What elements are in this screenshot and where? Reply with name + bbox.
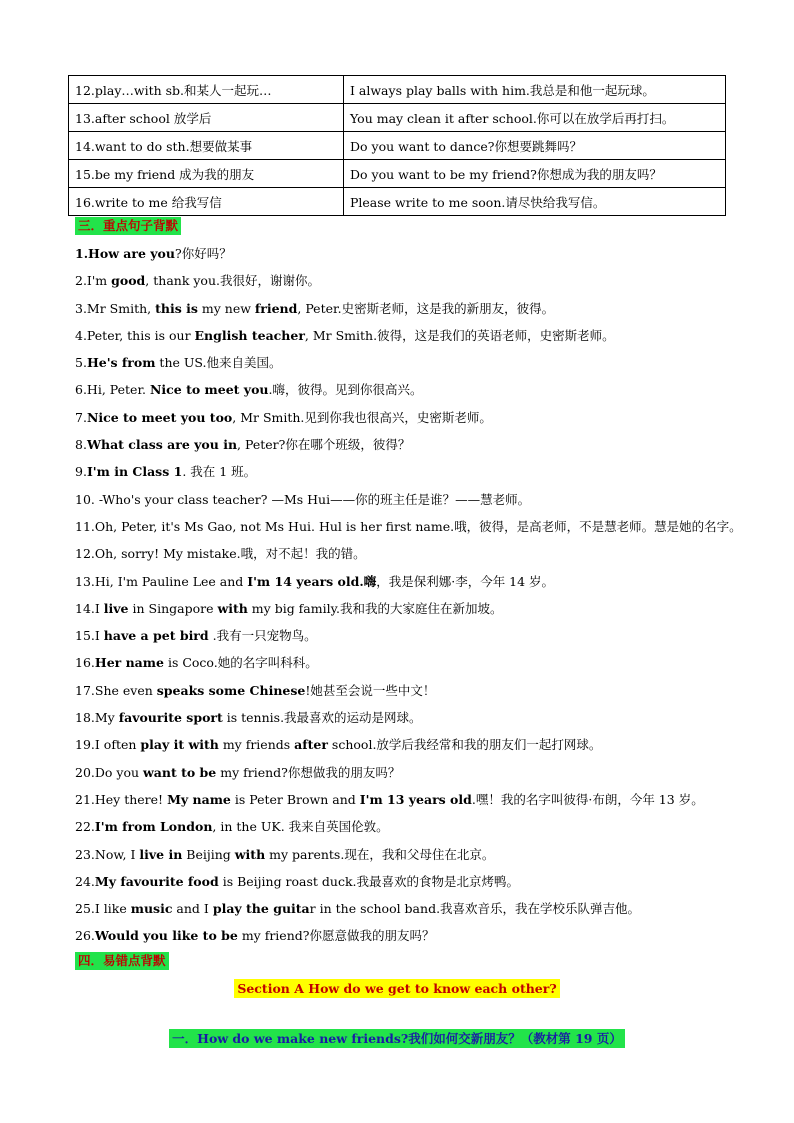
table-row <box>69 188 726 216</box>
sentence-line <box>75 868 775 895</box>
key-phrase: good <box>111 273 146 289</box>
sentence-text: 11.Oh, Peter, it's Ms Gao, not Ms Hui. Hul is her first name.哦，彼得，是高老师，不是慧老师。慧是她的名字。 <box>75 518 742 534</box>
sentence-text: my friends <box>218 737 295 753</box>
sentence-text: is Beijing roast duck.我最喜欢的食物是北京烤鸭。 <box>218 873 520 889</box>
sentence-text: .嗨，彼得。见到你很高兴。 <box>268 382 423 398</box>
sentence-text: my friend?你想做我的朋友吗？ <box>216 764 401 780</box>
sentence-text: 24. <box>75 873 95 889</box>
sentence-text: r in the school band.我喜欢音乐，我在学校乐队弹吉他。 <box>309 901 641 917</box>
sentence-line <box>75 759 775 786</box>
table-row <box>69 160 726 188</box>
sentence-line <box>75 295 775 322</box>
key-phrase: speaks some Chinese <box>156 682 306 698</box>
sentence-text: , Peter?你在哪个班级，彼得？ <box>237 437 411 453</box>
sentence-text: , Mr Smith.彼得，这是我们的英语老师，史密斯老师。 <box>304 327 615 343</box>
sentence-text: 12.Oh, sorry! My mistake.哦，对不起！我的错。 <box>75 546 366 562</box>
subsection-title-wrap <box>0 1028 794 1047</box>
sentence-text: 18.My <box>75 710 119 726</box>
sentence-text: !她甚至会说一些中文！ <box>305 682 436 698</box>
sentence-text: 3.Mr Smith, <box>75 300 156 316</box>
key-phrase: friend <box>254 300 298 316</box>
sentence-text: 5. <box>75 355 87 371</box>
key-phrase: live <box>103 600 129 616</box>
table-row <box>69 132 726 160</box>
key-phrase: favourite sport <box>118 710 223 726</box>
example-cell: I always play balls with him.我总是和他一起玩球。 <box>344 76 726 104</box>
sentence-text: 13.Hi, I'm Pauline Lee and <box>75 573 248 589</box>
sentence-text: .我有一只宠物鸟。 <box>208 628 317 644</box>
key-phrase: 1.How are you <box>75 246 175 261</box>
key-phrase: Nice to meet you <box>150 382 269 398</box>
sentence-line <box>75 431 775 458</box>
sentence-line <box>75 240 775 267</box>
section-a-title: Section A How do we get to know each other? <box>234 979 559 998</box>
sentence-line <box>75 267 775 294</box>
sentence-line <box>75 322 775 349</box>
key-phrase: Nice to meet you too <box>86 409 233 425</box>
key-phrase: He's from <box>86 355 156 371</box>
sentence-line <box>75 922 775 949</box>
key-phrase: I'm in Class 1 <box>86 464 183 480</box>
sentence-text: 15.I <box>75 628 104 644</box>
key-phrase: I'm 14 years old.嗨 <box>247 573 377 589</box>
vocab-table-body <box>69 76 726 216</box>
sentence-line <box>75 731 775 758</box>
sentence-text: 26. <box>75 928 95 944</box>
sentence-line <box>75 349 775 376</box>
key-phrase: What class are you in <box>86 437 238 453</box>
sentence-text: in Singapore <box>128 600 218 616</box>
key-phrase: play the guita <box>212 901 310 917</box>
key-phrase: My favourite food <box>94 873 219 889</box>
table-row <box>69 76 726 104</box>
sentence-line <box>75 841 775 868</box>
sentence-text: is Peter Brown and <box>230 791 360 807</box>
sentence-text: 9. <box>75 464 87 480</box>
sentence-line <box>75 704 775 731</box>
sentence-line <box>75 376 775 403</box>
sentence-text: 19.I often <box>75 737 141 753</box>
sentence-text: 7. <box>75 409 87 425</box>
sentence-text: 2.I'm <box>75 273 112 289</box>
sentence-text: .嘿！我的名字叫彼得·布朗，今年 13 岁。 <box>471 791 704 807</box>
sentence-line <box>75 786 775 813</box>
key-phrase: with <box>217 600 248 616</box>
sentence-line <box>75 486 775 513</box>
example-cell: You may clean it after school.你可以在放学后再打扫。 <box>344 104 726 132</box>
sentence-text: ?你好吗？ <box>175 246 232 261</box>
section-3-heading: 三．重点句子背默 <box>75 217 181 235</box>
sentence-text: 23.Now, I <box>75 846 140 862</box>
example-cell: Do you want to be my friend?你想成为我的朋友吗？ <box>344 160 726 188</box>
phrase-cell: 16.write to me 给我写信 <box>69 188 344 216</box>
sentence-text: 14.I <box>75 600 104 616</box>
key-phrase: live in <box>139 846 183 862</box>
sentence-text: , thank you.我很好，谢谢你。 <box>145 273 320 289</box>
sentence-text: and I <box>172 901 213 917</box>
key-sentences-list <box>75 240 775 950</box>
sentence-line <box>75 568 775 595</box>
sentence-line <box>75 622 775 649</box>
sentence-line <box>75 595 775 622</box>
key-phrase: play it with <box>140 737 219 753</box>
phrase-cell: 12.play…with sb.和某人一起玩… <box>69 76 344 104</box>
sentence-text: ，我是保利娜·李，今年 14 岁。 <box>376 573 555 589</box>
key-phrase: want to be <box>143 764 217 780</box>
sentence-text: 10. -Who's your class teacher? —Ms Hui——你的班主任是谁？——慧老师。 <box>75 491 531 507</box>
sentence-text: 25.I like <box>75 901 131 917</box>
key-phrase: have a pet bird <box>103 628 209 644</box>
sentence-text: Beijing <box>182 846 235 862</box>
sentence-text: my big family.我和我的大家庭住在新加坡。 <box>247 600 503 616</box>
vocab-table <box>68 75 726 216</box>
key-phrase: Her name <box>94 655 164 671</box>
sentence-text: . 我在 1 班。 <box>182 464 257 480</box>
sentence-text: 17.She even <box>75 682 157 698</box>
sentence-text: my parents.现在，我和父母住在北京。 <box>265 846 495 862</box>
sentence-line <box>75 540 775 567</box>
sentence-line <box>75 458 775 485</box>
example-cell: Do you want to dance?你想要跳舞吗？ <box>344 132 726 160</box>
sentence-text: is tennis.我最喜欢的运动是网球。 <box>222 710 422 726</box>
sentence-text: 22. <box>75 819 95 835</box>
key-phrase: this is <box>155 300 198 316</box>
key-phrase: Would you like to be <box>94 928 238 944</box>
sentence-line <box>75 895 775 922</box>
sentence-line <box>75 677 775 704</box>
sentence-text: 20.Do you <box>75 764 144 780</box>
sentence-text: 8. <box>75 437 87 453</box>
sentence-text: 6.Hi, Peter. <box>75 382 150 398</box>
sentence-text: 16. <box>75 655 95 671</box>
table-row <box>69 104 726 132</box>
sentence-line <box>75 649 775 676</box>
sentence-text: , Peter.史密斯老师，这是我的新朋友，彼得。 <box>297 300 555 316</box>
phrase-cell: 13.after school 放学后 <box>69 104 344 132</box>
sentence-line <box>75 513 775 540</box>
section-a-title-wrap <box>0 978 794 997</box>
sentence-text: 21.Hey there! <box>75 791 168 807</box>
subsection-title: 一．How do we make new friends?我们如何交新朋友？（教材第 19 页） <box>169 1029 625 1048</box>
sentence-line <box>75 813 775 840</box>
phrase-cell: 15.be my friend 成为我的朋友 <box>69 160 344 188</box>
key-phrase: My name <box>167 791 231 807</box>
sentence-text: 4.Peter, this is our <box>75 327 195 343</box>
key-phrase: English teacher <box>194 327 305 343</box>
key-phrase: I'm 13 years old <box>359 791 472 807</box>
sentence-text: school.放学后我经常和我的朋友们一起打网球。 <box>327 737 602 753</box>
example-cell: Please write to me soon.请尽快给我写信。 <box>344 188 726 216</box>
sentence-line <box>75 404 775 431</box>
section-4-heading: 四．易错点背默 <box>75 952 169 970</box>
key-phrase: I'm from London <box>94 819 213 835</box>
key-phrase: music <box>130 901 173 917</box>
sentence-text: the US.他来自美国。 <box>155 355 282 371</box>
key-phrase: after <box>294 737 328 753</box>
sentence-text: my friend?你愿意做我的朋友吗？ <box>237 928 435 944</box>
phrase-cell: 14.want to do sth.想要做某事 <box>69 132 344 160</box>
sentence-text: , in the UK. 我来自英国伦敦。 <box>212 819 389 835</box>
sentence-text: , Mr Smith.见到你我也很高兴，史密斯老师。 <box>232 409 492 425</box>
sentence-text: my new <box>197 300 255 316</box>
sentence-text: is Coco.她的名字叫科科。 <box>163 655 318 671</box>
key-phrase: with <box>234 846 266 862</box>
